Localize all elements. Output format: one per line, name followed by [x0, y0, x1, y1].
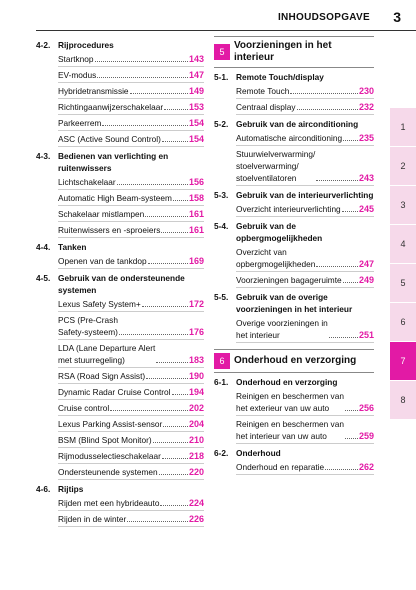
section-title: Rijtips [58, 484, 84, 494]
entry-label: Lichtschakelaar [58, 177, 116, 187]
toc-entry[interactable] [236, 132, 374, 146]
section-number: 4-4. [36, 242, 51, 252]
chapter-title: Onderhoud en verzorging [234, 355, 357, 366]
section-number: 6-1. [214, 377, 229, 387]
entry-page-number: 226 [188, 514, 204, 524]
chapter-6-sections [214, 376, 374, 475]
entry-label: Automatische airconditioning [236, 133, 343, 143]
entry-page-number: 218 [188, 451, 204, 461]
section-heading[interactable] [214, 189, 374, 201]
toc-entry[interactable] [58, 117, 204, 131]
entry-page-number: 147 [188, 70, 204, 80]
toc-entry[interactable] [58, 497, 204, 511]
entry-label: Onderhoud en reparatie [236, 462, 325, 472]
entry-page-number: 249 [358, 275, 374, 285]
toc-entry[interactable] [58, 450, 204, 464]
dot-leader [343, 140, 358, 141]
entry-label: Reinigen en beschermen van het interieur van uw auto [236, 419, 344, 441]
entry-page-number: 210 [188, 435, 204, 445]
right-column [214, 36, 374, 475]
dot-leader [160, 505, 187, 506]
section-title: Gebruik van de ondersteunende systemen [58, 273, 185, 295]
dot-leader [316, 180, 358, 181]
section-heading[interactable] [214, 291, 374, 315]
entry-page-number: 232 [358, 102, 374, 112]
toc-entry[interactable] [236, 317, 374, 343]
dot-leader [148, 263, 188, 264]
page-header [0, 8, 416, 30]
dot-leader [161, 232, 188, 233]
toc-entry[interactable] [236, 101, 374, 115]
entry-label: Ruitenwissers en -sproeiers [58, 225, 161, 235]
entry-label: EV-modus [58, 70, 97, 80]
entry-page-number: 190 [188, 371, 204, 381]
chapter-tab-4[interactable]: 4 [390, 225, 416, 264]
entry-label: Lexus Parking Assist-sensor [58, 419, 163, 429]
entry-page-number: 204 [188, 419, 204, 429]
dot-leader [130, 93, 188, 94]
entry-page-number: 243 [358, 173, 374, 183]
section-number: 5-1. [214, 72, 229, 82]
dot-leader [163, 426, 188, 427]
toc-entry[interactable] [58, 370, 204, 384]
entry-label: Richtingaanwijzerschakelaar [58, 102, 164, 112]
dot-leader [159, 474, 188, 475]
chapter-tab-8[interactable]: 8 [390, 381, 416, 420]
entry-label: Overige voorzieningen in het interieur [236, 318, 328, 340]
entry-label: Reinigen en beschermen van het exterieur van uw auto [236, 391, 344, 413]
chapter-tab-3[interactable]: 3 [390, 186, 416, 225]
entry-label: PCS (Pre-Crash Safety-systeem) [58, 315, 118, 337]
entry-label: Rijden in de winter [58, 514, 127, 524]
section-heading[interactable] [36, 150, 204, 174]
dot-leader [162, 141, 188, 142]
section-title: Rijprocedures [58, 40, 114, 50]
toc-entry[interactable] [58, 192, 204, 206]
section-number: 4-2. [36, 40, 51, 50]
chapter-number: 5 [214, 44, 230, 60]
entry-label: Lexus Safety System+ [58, 299, 141, 309]
toc-entry[interactable] [58, 342, 204, 368]
entry-page-number: 154 [188, 134, 204, 144]
toc-entry[interactable] [58, 298, 204, 312]
chapter-tab-2[interactable]: 2 [390, 147, 416, 186]
dot-leader [329, 337, 358, 338]
entry-page-number: 259 [358, 431, 374, 441]
chapter-title: Voorzieningen in het interieur [233, 40, 332, 63]
section-heading[interactable] [36, 39, 204, 51]
chapter-5-sections [214, 71, 374, 343]
dot-leader [153, 442, 188, 443]
toc-entry[interactable] [58, 53, 204, 67]
entry-label: RSA (Road Sign Assist) [58, 371, 146, 381]
toc-entry[interactable] [58, 176, 204, 190]
left-column [36, 36, 204, 527]
section-number: 6-2. [214, 448, 229, 458]
entry-page-number: 154 [188, 118, 204, 128]
entry-page-number: 224 [188, 498, 204, 508]
entry-page-number: 194 [188, 387, 204, 397]
dot-leader [142, 306, 188, 307]
entry-page-number: 149 [188, 86, 204, 96]
toc-entry[interactable] [236, 148, 374, 186]
entry-label: LDA (Lane Departure Alert met stuurregeling) [58, 343, 156, 365]
entry-page-number: 153 [188, 102, 204, 112]
dot-leader [342, 211, 358, 212]
entry-label: Rijden met een hybrideauto [58, 498, 160, 508]
toc-entry[interactable] [58, 85, 204, 99]
entry-label: Ondersteunende systemen [58, 467, 158, 477]
entry-page-number: 156 [188, 177, 204, 187]
section-number: 5-2. [214, 119, 229, 129]
entry-page-number: 256 [358, 403, 374, 413]
entry-page-number: 176 [188, 327, 204, 337]
section-heading[interactable] [214, 447, 374, 459]
toc-entry[interactable] [58, 386, 204, 400]
entry-label: Stuurwielverwarming/ stoelverwarming/ stoelventilatoren [236, 149, 316, 183]
entry-page-number: 172 [188, 299, 204, 309]
dot-leader [345, 410, 358, 411]
entry-label: Remote Touch [236, 86, 290, 96]
dot-leader [316, 266, 358, 267]
chapter-5-heading[interactable] [214, 36, 374, 68]
toc-entry[interactable] [58, 133, 204, 147]
entry-page-number: 247 [358, 259, 374, 269]
entry-page-number: 202 [188, 403, 204, 413]
entry-page-number: 161 [188, 225, 204, 235]
entry-label: Hybridetransmissie [58, 86, 129, 96]
section-title: Bedienen van verlichting en ruitenwissers [58, 151, 169, 173]
entry-label: Overzicht interieurverlichting [236, 204, 341, 214]
entry-page-number: 169 [188, 256, 204, 266]
dot-leader [127, 521, 188, 522]
dot-leader [325, 469, 358, 470]
page-number: 3 [393, 9, 401, 25]
section-title: Onderhoud en verzorging [236, 377, 338, 387]
entry-page-number: 262 [358, 462, 374, 472]
toc-entry[interactable] [58, 314, 204, 340]
section-number: 4-6. [36, 484, 51, 494]
section-title: Gebruik van de interieurverlichting [236, 190, 374, 200]
section-number: 4-3. [36, 151, 51, 161]
dot-leader [172, 394, 188, 395]
toc-entry[interactable] [58, 402, 204, 416]
entry-label: Startknop [58, 54, 94, 64]
entry-page-number: 161 [188, 209, 204, 219]
dot-leader [145, 216, 188, 217]
dot-leader [146, 378, 188, 379]
entry-page-number: 183 [188, 355, 204, 365]
entry-page-number: 220 [188, 467, 204, 477]
toc-entry[interactable] [58, 513, 204, 527]
section-title: Tanken [58, 242, 87, 252]
section-heading[interactable] [36, 272, 204, 296]
dot-leader [102, 125, 188, 126]
entry-label: Dynamic Radar Cruise Control [58, 387, 171, 397]
section-heading[interactable] [36, 241, 204, 253]
section-heading[interactable] [214, 220, 374, 244]
section-number: 4-5. [36, 273, 51, 283]
dot-leader [119, 334, 188, 335]
chapter-tabs [390, 108, 416, 420]
toc-entry[interactable] [236, 461, 374, 475]
entry-label: Rijmodusselectieschakelaar [58, 451, 161, 461]
chapter-tab-7[interactable]: 7 [390, 342, 416, 381]
entry-label: Cruise control [58, 403, 110, 413]
section-heading[interactable] [214, 376, 374, 388]
dot-leader [95, 61, 188, 62]
section-title: Remote Touch/display [236, 72, 324, 82]
toc-entry[interactable] [236, 390, 374, 416]
header-title: INHOUDSOPGAVE [277, 12, 370, 23]
toc-entry[interactable] [58, 101, 204, 115]
toc-entry[interactable] [58, 208, 204, 222]
entry-page-number: 158 [188, 193, 204, 203]
section-heading[interactable] [214, 71, 374, 83]
entry-label: Automatic High Beam-systeem [58, 193, 172, 203]
entry-label: Overzicht van opbergmogelijkheden [236, 247, 316, 269]
section-number: 5-3. [214, 190, 229, 200]
section-title: Gebruik van de overige voorzieningen in het interieur [236, 292, 353, 314]
entry-page-number: 143 [188, 54, 204, 64]
dot-leader [343, 282, 358, 283]
dot-leader [345, 438, 358, 439]
dot-leader [164, 109, 188, 110]
entry-label: BSM (Blind Spot Monitor) [58, 435, 152, 445]
dot-leader [297, 109, 358, 110]
toc-entry[interactable] [236, 418, 374, 444]
entry-label: Openen van de tankdop [58, 256, 147, 266]
section-title: Gebruik van de airconditioning [236, 119, 359, 129]
chapter-tab-6[interactable]: 6 [390, 303, 416, 342]
toc-entry[interactable] [58, 466, 204, 480]
toc-entry[interactable] [58, 69, 204, 83]
section-number: 5-5. [214, 292, 229, 302]
entry-label: Parkeerrem [58, 118, 102, 128]
section-heading[interactable] [36, 483, 204, 495]
dot-leader [117, 184, 188, 185]
header-rule [36, 30, 416, 31]
chapter-tab-5[interactable]: 5 [390, 264, 416, 303]
dot-leader [156, 362, 188, 363]
section-title: Onderhoud [236, 448, 281, 458]
entry-page-number: 245 [358, 204, 374, 214]
entry-label: ASC (Active Sound Control) [58, 134, 161, 144]
toc-entry[interactable] [58, 255, 204, 269]
entry-page-number: 235 [358, 133, 374, 143]
section-title: Gebruik van de opbergmogelijkheden [236, 221, 323, 243]
toc-entry[interactable] [236, 203, 374, 217]
section-number: 5-4. [214, 221, 229, 231]
entry-label: Centraal display [236, 102, 296, 112]
entry-label: Voorzieningen bagageruimte [236, 275, 342, 285]
section-heading[interactable] [214, 118, 374, 130]
entry-page-number: 230 [358, 86, 374, 96]
entry-label: Schakelaar mistlampen [58, 209, 145, 219]
dot-leader [110, 410, 188, 411]
toc-entry[interactable] [236, 274, 374, 288]
toc-entry[interactable] [236, 85, 374, 99]
dot-leader [162, 458, 188, 459]
dot-leader [290, 93, 358, 94]
dot-leader [173, 200, 188, 201]
toc-entry[interactable] [58, 434, 204, 448]
chapter-6-heading[interactable] [214, 349, 374, 373]
entry-page-number: 251 [358, 330, 374, 340]
chapter-number: 6 [214, 353, 230, 369]
dot-leader [97, 77, 188, 78]
toc-entry[interactable] [58, 418, 204, 432]
toc-entry[interactable] [236, 246, 374, 272]
toc-entry[interactable] [58, 224, 204, 238]
chapter-tab-1[interactable]: 1 [390, 108, 416, 147]
